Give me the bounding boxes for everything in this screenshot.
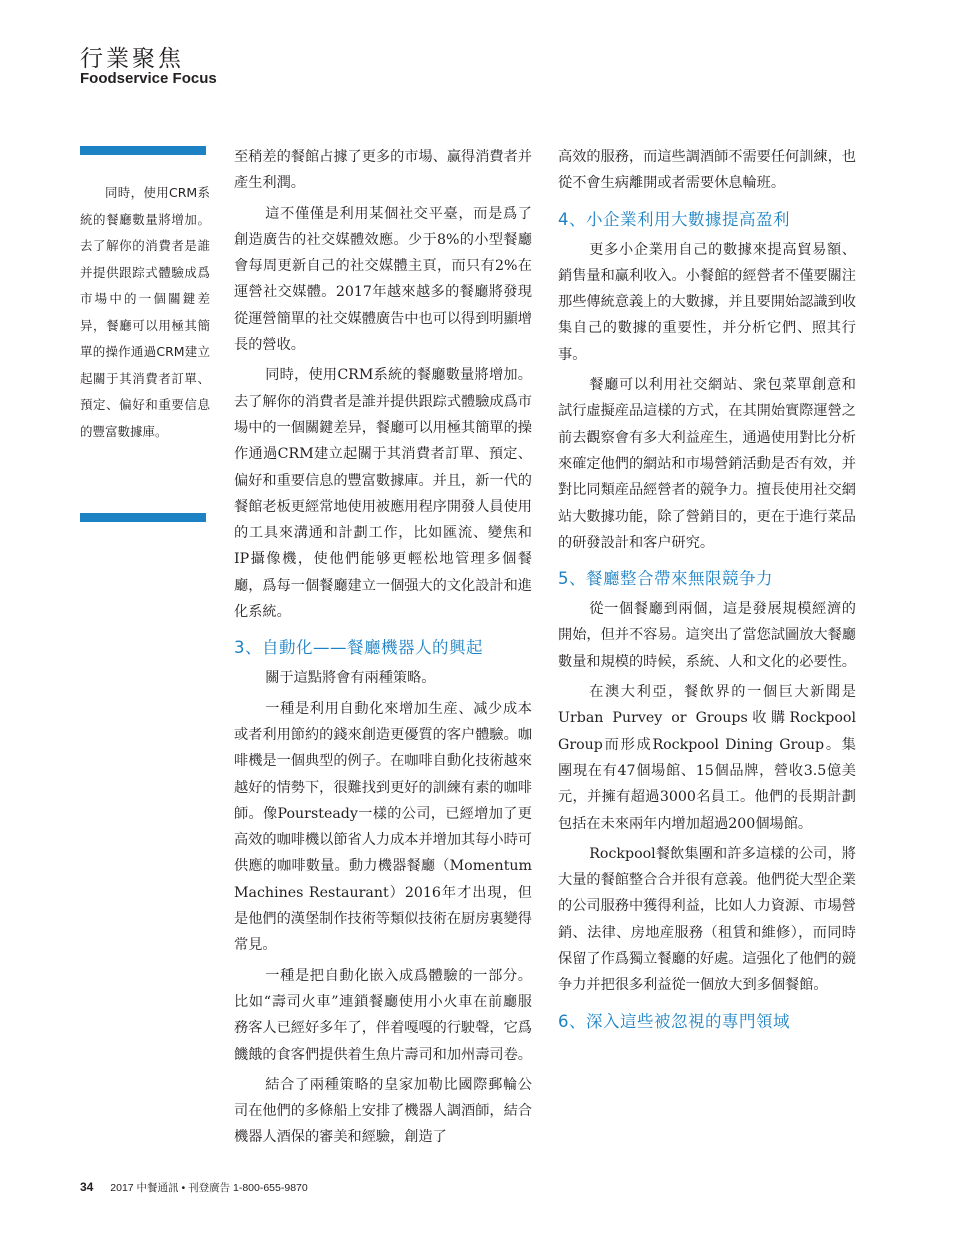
sidebar-pull-quote (80, 180, 210, 445)
section-heading-niche-areas: 6、深入這些被忽視的專門領域 (558, 1011, 790, 1031)
paragraph: 關于這點將會有兩種策略。 (265, 670, 436, 687)
section-title-chinese: 行業聚焦 (80, 46, 184, 72)
section-heading-automation: 3、自動化——餐廳機器人的興起 (234, 638, 483, 658)
section-title-english: Foodservice Focus (80, 70, 217, 87)
page-footer (80, 1180, 308, 1195)
paragraph: 高效的服務，而這些調酒師不需要任何訓練，也從不會生病離開或者需要休息輪班。 (558, 149, 856, 192)
paragraph: 一種是把自動化嵌入成爲體驗的一部分。比如“壽司火車”連鎖餐廳使用小火車在前廳服務客人已經好多年了，伴着嘎嘎的行駛聲，它爲饑餓的食客們提供着生魚片壽司和加州壽司卷。 (234, 967, 532, 1063)
article-column-left (234, 144, 532, 1155)
article-column-right (558, 144, 856, 1039)
paragraph: 這不僅僅是利用某個社交平臺，而是爲了創造廣告的社交媒體效應。少于8%的小型餐廳會每周更新自己的社交媒體主頁，而只有2%在運營社交媒體。2017年越來越多的餐廳將發現從運營簡單的社交媒體廣告中也可以得到明顯增長的營收。 (234, 205, 532, 354)
paragraph: Rockpool餐飲集團和許多這樣的公司，將大量的餐館整合合并很有意義。他們從大型企業的公司服務中獲得利益，比如人力資源、市場營銷、法律、房地産服務（租賃和維修），而同時保留了作爲獨立餐廳的好處。這强化了他們的競争力并把很多利益從一個放大到多個餐館。 (558, 845, 856, 994)
page-number: 34 (80, 1180, 94, 1194)
paragraph: 一種是利用自動化來增加生産、减少成本或者利用節約的錢來創造更優質的客户體驗。咖啡機是一個典型的例子。在咖啡自動化技術越來越好的情勢下，很難找到更好的訓練有素的咖啡師。像Poursteady一樣的公司，已經增加了更高效的咖啡機以節省人力成本并增加其每小時可供應的咖啡數量。動力機器餐廳（Momentum Machines Restaurant）2016年才出現，但是他們的漢堡制作技術等類似技術在厨房裏變得常見。 (234, 700, 532, 954)
paragraph: 在澳大利亞，餐飲界的一個巨大新聞是Urban Purvey or Groups收購Rockpool Group而形成Rockpool Dining Group。集團現在有47個場館、15個品牌，營收3.5億美元，并擁有超過3000名員工。他們的長期計劃包括在未來兩年内增加超過200個場館。 (558, 684, 856, 832)
section-heading-big-data: 4、小企業利用大數據提高盈利 (558, 209, 790, 229)
sidebar-bottom-bar (80, 513, 206, 522)
paragraph: 至稍差的餐館占據了更多的市場、赢得消費者并產生利潤。 (234, 149, 532, 192)
sidebar-top-bar (80, 146, 206, 155)
pull-quote-text: 同時，使用CRM系統的餐廳數量將增加。去了解你的消費者是誰并提供跟踪式體驗成爲市場中的一個關鍵差异，餐廳可以用極其簡單的操作通過CRM建立起關于其消費者訂單、預定、偏好和重要信息的豐富數據庫。 (80, 185, 210, 439)
paragraph: 餐廳可以利用社交網站、衆包菜單創意和試行虛擬産品這樣的方式，在其開始實際運營之前去觀察會有多大利益産生，通過使用對比分析來確定他們的網站和市場營銷活動是否有效，并對比同類産品經營者的競争力。擅長使用社交網站大數據功能，除了營銷目的，更在于進行菜品的研發設計和客户研究。 (558, 377, 856, 551)
paragraph: 結合了兩種策略的皇家加勒比國際郵輪公司在他們的多條船上安排了機器人調酒師，結合機器人酒保的審美和經驗，創造了 (234, 1076, 532, 1146)
paragraph: 從一個餐廳到兩個，這是發展規模經濟的開始，但并不容易。這突出了當您試圖放大餐廳數量和規模的時候，系統、人和文化的必要性。 (558, 601, 856, 670)
paragraph: 更多小企業用自己的數據來提高貿易額、銷售量和赢利收入。小餐館的經營者不僅要關注那些傳統意義上的大數據，并且要開始認識到收集自己的數據的重要性，并分析它們、照其行事。 (558, 241, 856, 363)
section-heading-consolidation: 5、餐廳整合帶來無限競争力 (558, 569, 773, 589)
footer-text: 2017 中餐通訊 • 刊登廣告 1-800-655-9870 (110, 1182, 308, 1194)
paragraph: 同時，使用CRM系統的餐廳數量將增加。去了解你的消費者是誰并提供跟踪式體驗成爲市場中的一個關鍵差异，餐廳可以用極其簡單的操作通過CRM建立起關于其消費者訂單、預定、偏好和重要信息的豐富數據庫。并且，新一代的餐館老板更經常地使用被應用程序開發人員使用的工具來溝通和計劃工作，比如匯流、變焦和IP攝像機，使他們能够更輕松地管理多個餐廳，爲每一個餐廳建立一個强大的文化設計和進化系統。 (234, 367, 532, 621)
